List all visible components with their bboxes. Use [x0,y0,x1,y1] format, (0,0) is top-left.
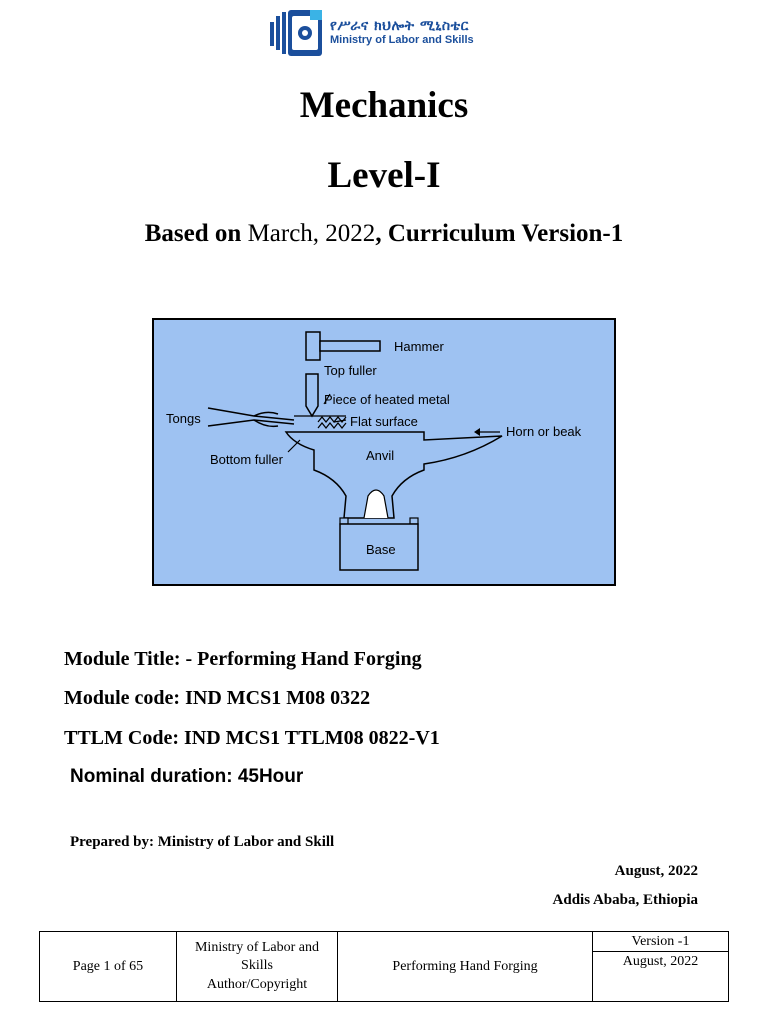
ttlm-code-value: : IND MCS1 TTLM08 0822-V1 [172,727,440,749]
based-on-date: March, 2022 [247,220,376,247]
nominal-duration: Nominal duration: 45Hour [70,766,304,787]
document-level: Level-I [327,155,441,196]
curriculum-version: , Curriculum Version-1 [375,220,624,247]
anvil-label: Anvil [366,448,395,463]
tongs-label: Tongs [166,411,201,426]
ministry-logo [270,10,500,56]
footer-org-line3: Author/Copyright [206,976,308,992]
ttlm-code [64,727,440,750]
logo-english-text: Ministry of Labor and Skills [330,34,474,47]
anvil-shape [286,432,502,518]
footer-page: Page 1 of 65 [40,932,177,1002]
module-code-label: Module code: [64,687,186,709]
footer-org-line2: Skills [241,958,273,974]
ministry-logo-icon [270,10,326,56]
module-code [64,687,370,710]
curriculum-line [0,220,768,248]
prepared-by: Prepared by: Ministry of Labor and Skill [70,834,335,850]
footer-table [39,931,729,1002]
heated-metal-label: Piece of heated metal [324,392,450,407]
footer-org-line1: Ministry of Labor and [194,940,320,956]
flat-surface-label: Flat surface [350,414,418,429]
footer-date: August, 2022 [593,952,729,1002]
bottom-fuller-label: Bottom fuller [210,452,283,467]
module-title [64,648,422,671]
document-title: Mechanics [299,85,469,126]
logo-amharic-text: የሥራና ክህሎት ሚኒስቴር [330,18,469,34]
tongs-shape [208,408,294,426]
ttlm-code-label: TTLM Code [64,727,173,749]
publication-date: August, 2022 [614,863,698,879]
footer-module: Performing Hand Forging [338,932,593,1002]
base-label: Base [366,542,396,557]
module-code-value: IND MCS1 M08 0322 [185,687,371,709]
module-title-label: Module Title: [64,648,181,670]
based-on-label: Based on [144,220,242,247]
forging-diagram [152,318,616,586]
publication-place: Addis Ababa, Ethiopia [552,892,698,908]
top-fuller-label: Top fuller [324,363,377,378]
horn-label: Horn or beak [506,424,582,439]
heated-metal-shape [294,416,346,428]
hammer-shape [306,332,380,360]
top-fuller-shape [306,374,318,416]
footer-version: Version -1 [593,932,729,952]
module-title-value: - Performing Hand Forging [180,648,422,670]
footer-org [177,932,338,1002]
hammer-label: Hammer [394,339,444,354]
